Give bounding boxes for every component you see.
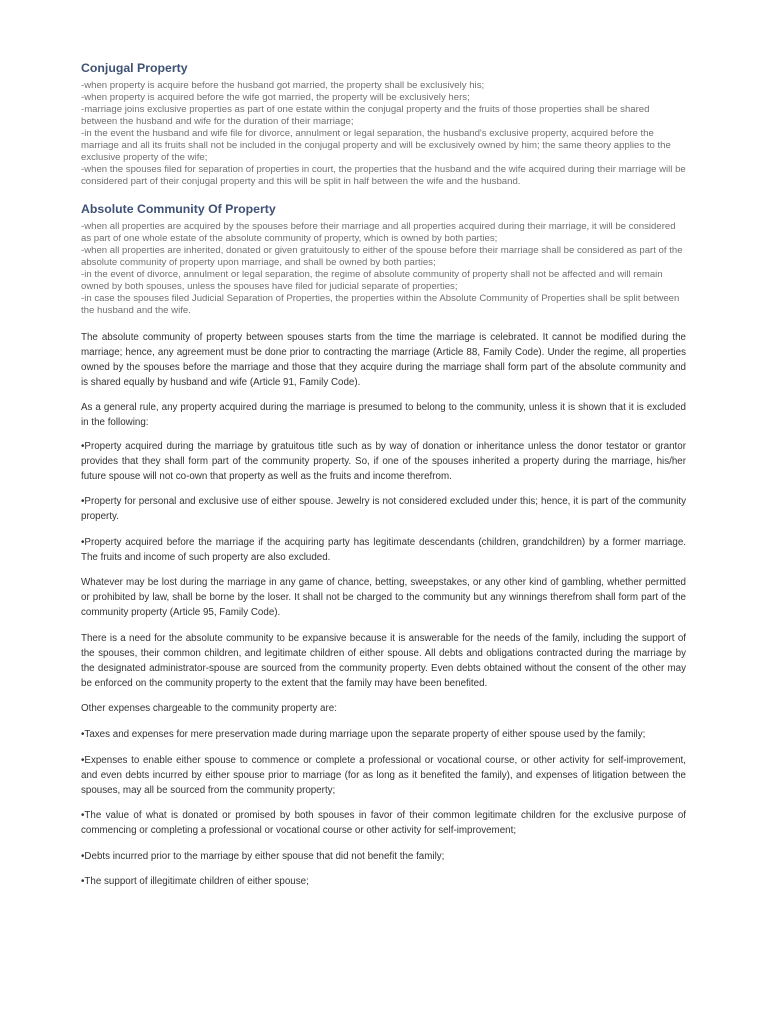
bullet-paragraph: •Taxes and expenses for mere preservation made during marriage upon the separate property of either spouse used by the family;	[81, 729, 646, 740]
bullet-paragraph: •Property for personal and exclusive use of either spouse. Jewelry is not considered excluded under this; hence, it is part of the community property.	[81, 496, 686, 522]
bullet-paragraph: •Expenses to enable either spouse to commence or complete a professional or vocational course, or other activity for self-improvement, and even debts incurred by either spouse prior to marriage (for as long as it benefited the family), and expenses of litigation between the spouses, may all be sourced from the community property;	[81, 755, 686, 796]
conjugal-property-list	[81, 80, 686, 188]
document-content	[81, 60, 686, 889]
list-item: -when property is acquire before the husband got married, the property shall be exclusively his;	[81, 80, 485, 91]
section-heading-conjugal-property: Conjugal Property	[81, 61, 188, 75]
list-item: -when all properties are acquired by the spouses before their marriage and all properties acquired during their marriage, it will be considered as part of one whole estate of the absolute community of property, which is owned by both parties;	[81, 221, 676, 244]
paragraph: Other expenses chargeable to the community property are:	[81, 703, 337, 714]
bullet-paragraph: •The support of illegitimate children of either spouse;	[81, 876, 309, 887]
list-item: -when all properties are inherited, donated or given gratuitously to either of the spouse before their marriage shall be considered as part of the absolute community of property upon marriage, and shall be owned by both parties;	[81, 245, 683, 268]
list-item: -in case the spouses filed Judicial Separation of Properties, the properties within the Absolute Community of Properties shall be split between the husband and the wife.	[81, 293, 680, 316]
bullet-paragraph: •Debts incurred prior to the marriage by either spouse that did not benefit the family;	[81, 851, 445, 862]
absolute-community-list	[81, 221, 686, 317]
list-item: -in the event of divorce, annulment or legal separation, the regime of absolute community of property shall not be affected and will remain owned by both spouses, unless the spouses have filed for judicial separate of properties;	[81, 269, 663, 292]
paragraph: The absolute community of property between spouses starts from the time the marriage is celebrated. It cannot be modified during the marriage; hence, any agreement must be done prior to contracting the marriage (Article 88, Family Code). Under the regime, all properties owned by the spouses before the marriage and those that they acquire during the marriage shall form part of the absolute community and is shared equally by husband and wife (Article 91, Family Code).	[81, 332, 686, 388]
paragraph: Whatever may be lost during the marriage in any game of chance, betting, sweepstakes, or any other kind of gambling, whether permitted or prohibited by law, shall be borne by the loser. It shall not be charged to the community but any winnings therefrom shall form part of the community property (Article 95, Family Code).	[81, 577, 686, 618]
paragraph: There is a need for the absolute community to be expansive because it is answerable for the needs of the family, including the support of the spouses, their common children, and legitimate children of either spouse. All debts and obligations contracted during the marriage by the designated administrator-spouse are sourced from the community property. Even debts obtained without the consent of the other may be enforced on the community property to the extent that the family may have been benefited.	[81, 633, 686, 689]
bullet-paragraph: •Property acquired before the marriage if the acquiring party has legitimate descendants (children, grandchildren) by a former marriage. The fruits and income of such property are also excluded.	[81, 537, 686, 563]
list-item: -when property is acquired before the wife got married, the property will be exclusively hers;	[81, 92, 470, 103]
section-heading-absolute-community: Absolute Community Of Property	[81, 202, 276, 216]
paragraph: As a general rule, any property acquired during the marriage is presumed to belong to the community, unless it is shown that it is excluded in the following:	[81, 402, 686, 428]
body-text	[81, 330, 686, 889]
bullet-paragraph: •The value of what is donated or promised by both spouses in favor of their common legitimate children for the exclusive purpose of commencing or completing a professional or vocational course or other activity for self-improvement;	[81, 810, 686, 836]
list-item: -when the spouses filed for separation of properties in court, the properties that the husband and the wife acquired during their marriage will be considered part of their conjugal property and this will be split in half between the wife and the husband.	[81, 164, 686, 187]
list-item: -in the event the husband and wife file for divorce, annulment or legal separation, the husband's exclusive property, acquired before the marriage and all its fruits shall not be included in the conjugal property and will be exclusively owned by him; the same theory applies to the exclusive property of the wife;	[81, 128, 671, 163]
bullet-paragraph: •Property acquired during the marriage by gratuitous title such as by way of donation or inheritance unless the donor testator or grantor provides that they shall form part of the community property. So, if one of the spouses inherited a property during the marriage, his/her future spouse will not co-own that property as well as the fruits and income therefrom.	[81, 441, 686, 482]
list-item: -marriage joins exclusive properties as part of one estate within the conjugal property and the fruits of those properties shall be shared between the husband and wife for the duration of their marriage;	[81, 104, 650, 127]
